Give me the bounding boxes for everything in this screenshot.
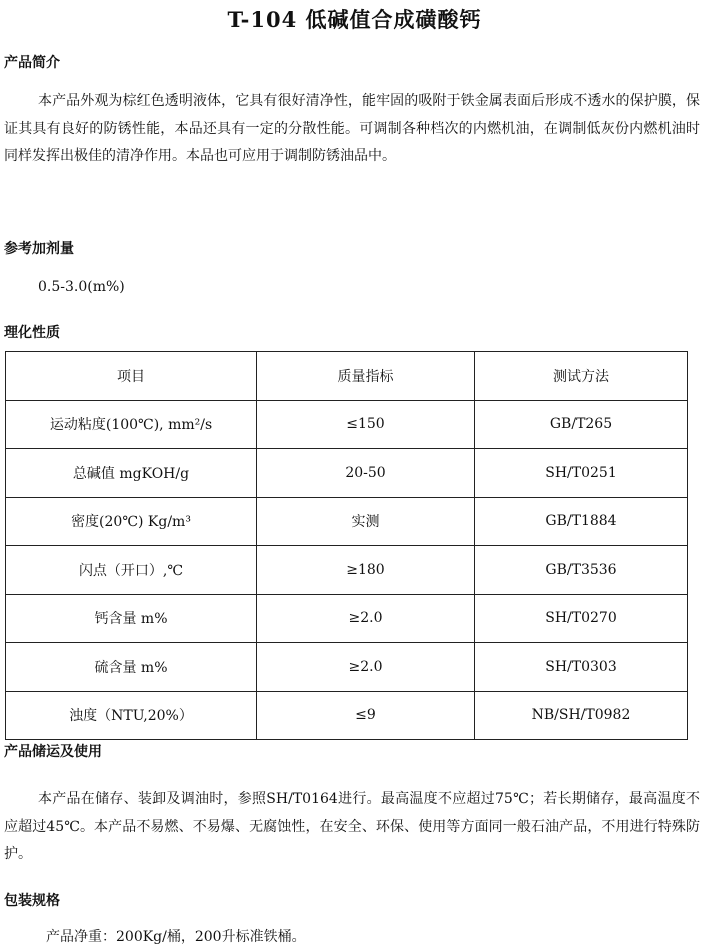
cell-method: GB/T3536 — [475, 546, 688, 595]
table-row — [6, 400, 688, 449]
table-header-row — [6, 352, 688, 401]
cell-item: 钙含量 m% — [6, 594, 257, 643]
cell-method: NB/SH/T0982 — [475, 691, 688, 740]
cell-spec: ≤9 — [257, 691, 475, 740]
cell-spec: 实测 — [257, 497, 475, 546]
storage-paragraph: 本产品在储存、装卸及调油时，参照SH/T0164进行。最高温度不应超过75℃；若长期储存，最高温度不应超过45℃。本产品不易燃、不易爆、无腐蚀性，在安全、环保、使用等方面同一般石油产品，不用进行特殊防护。 — [4, 791, 700, 862]
packaging-heading: 包装规格 — [4, 893, 60, 909]
intro-paragraph: 本产品外观为棕红色透明液体，它具有很好清净性，能牢固的吸附于铁金属表面后形成不透水的保护膜，保证其具有良好的防锈性能，本品还具有一定的分散性能。可调制各种档次的内燃机油，在调制低灰份内燃机油时同样发挥出极佳的清净作用。本品也可应用于调制防锈油品中。 — [4, 93, 700, 164]
cell-method: SH/T0270 — [475, 594, 688, 643]
cell-item: 闪点（开口）,℃ — [6, 546, 257, 595]
column-header-spec: 质量指标 — [257, 352, 475, 401]
cell-item: 硫含量 m% — [6, 643, 257, 692]
cell-spec: 20-50 — [257, 449, 475, 498]
properties-table — [5, 351, 688, 740]
cell-spec: ≥180 — [257, 546, 475, 595]
dosage-heading: 参考加剂量 — [4, 241, 74, 257]
cell-method: SH/T0303 — [475, 643, 688, 692]
cell-method: GB/T1884 — [475, 497, 688, 546]
cell-item: 总碱值 mgKOH/g — [6, 449, 257, 498]
cell-spec: ≥2.0 — [257, 594, 475, 643]
table-row — [6, 643, 688, 692]
storage-heading: 产品储运及使用 — [4, 744, 102, 760]
properties-heading: 理化性质 — [4, 325, 60, 341]
cell-item: 密度(20℃) Kg/m³ — [6, 497, 257, 546]
cell-item: 运动粘度(100℃), mm²/s — [6, 400, 257, 449]
cell-item: 浊度（NTU,20%） — [6, 691, 257, 740]
cell-method: GB/T265 — [475, 400, 688, 449]
column-header-method: 测试方法 — [475, 352, 688, 401]
cell-spec: ≥2.0 — [257, 643, 475, 692]
dosage-value: 0.5-3.0(m%) — [38, 279, 125, 295]
table-row — [6, 691, 688, 740]
table-row — [6, 546, 688, 595]
table-row — [6, 594, 688, 643]
table-row — [6, 449, 688, 498]
packaging-text: 产品净重：200Kg/桶，200升标准铁桶。 — [46, 929, 306, 945]
intro-heading: 产品简介 — [4, 55, 60, 71]
cell-method: SH/T0251 — [475, 449, 688, 498]
column-header-item: 项目 — [6, 352, 257, 401]
table-row — [6, 497, 688, 546]
cell-spec: ≤150 — [257, 400, 475, 449]
document-title: T-104 低碱值合成磺酸钙 — [227, 7, 482, 32]
